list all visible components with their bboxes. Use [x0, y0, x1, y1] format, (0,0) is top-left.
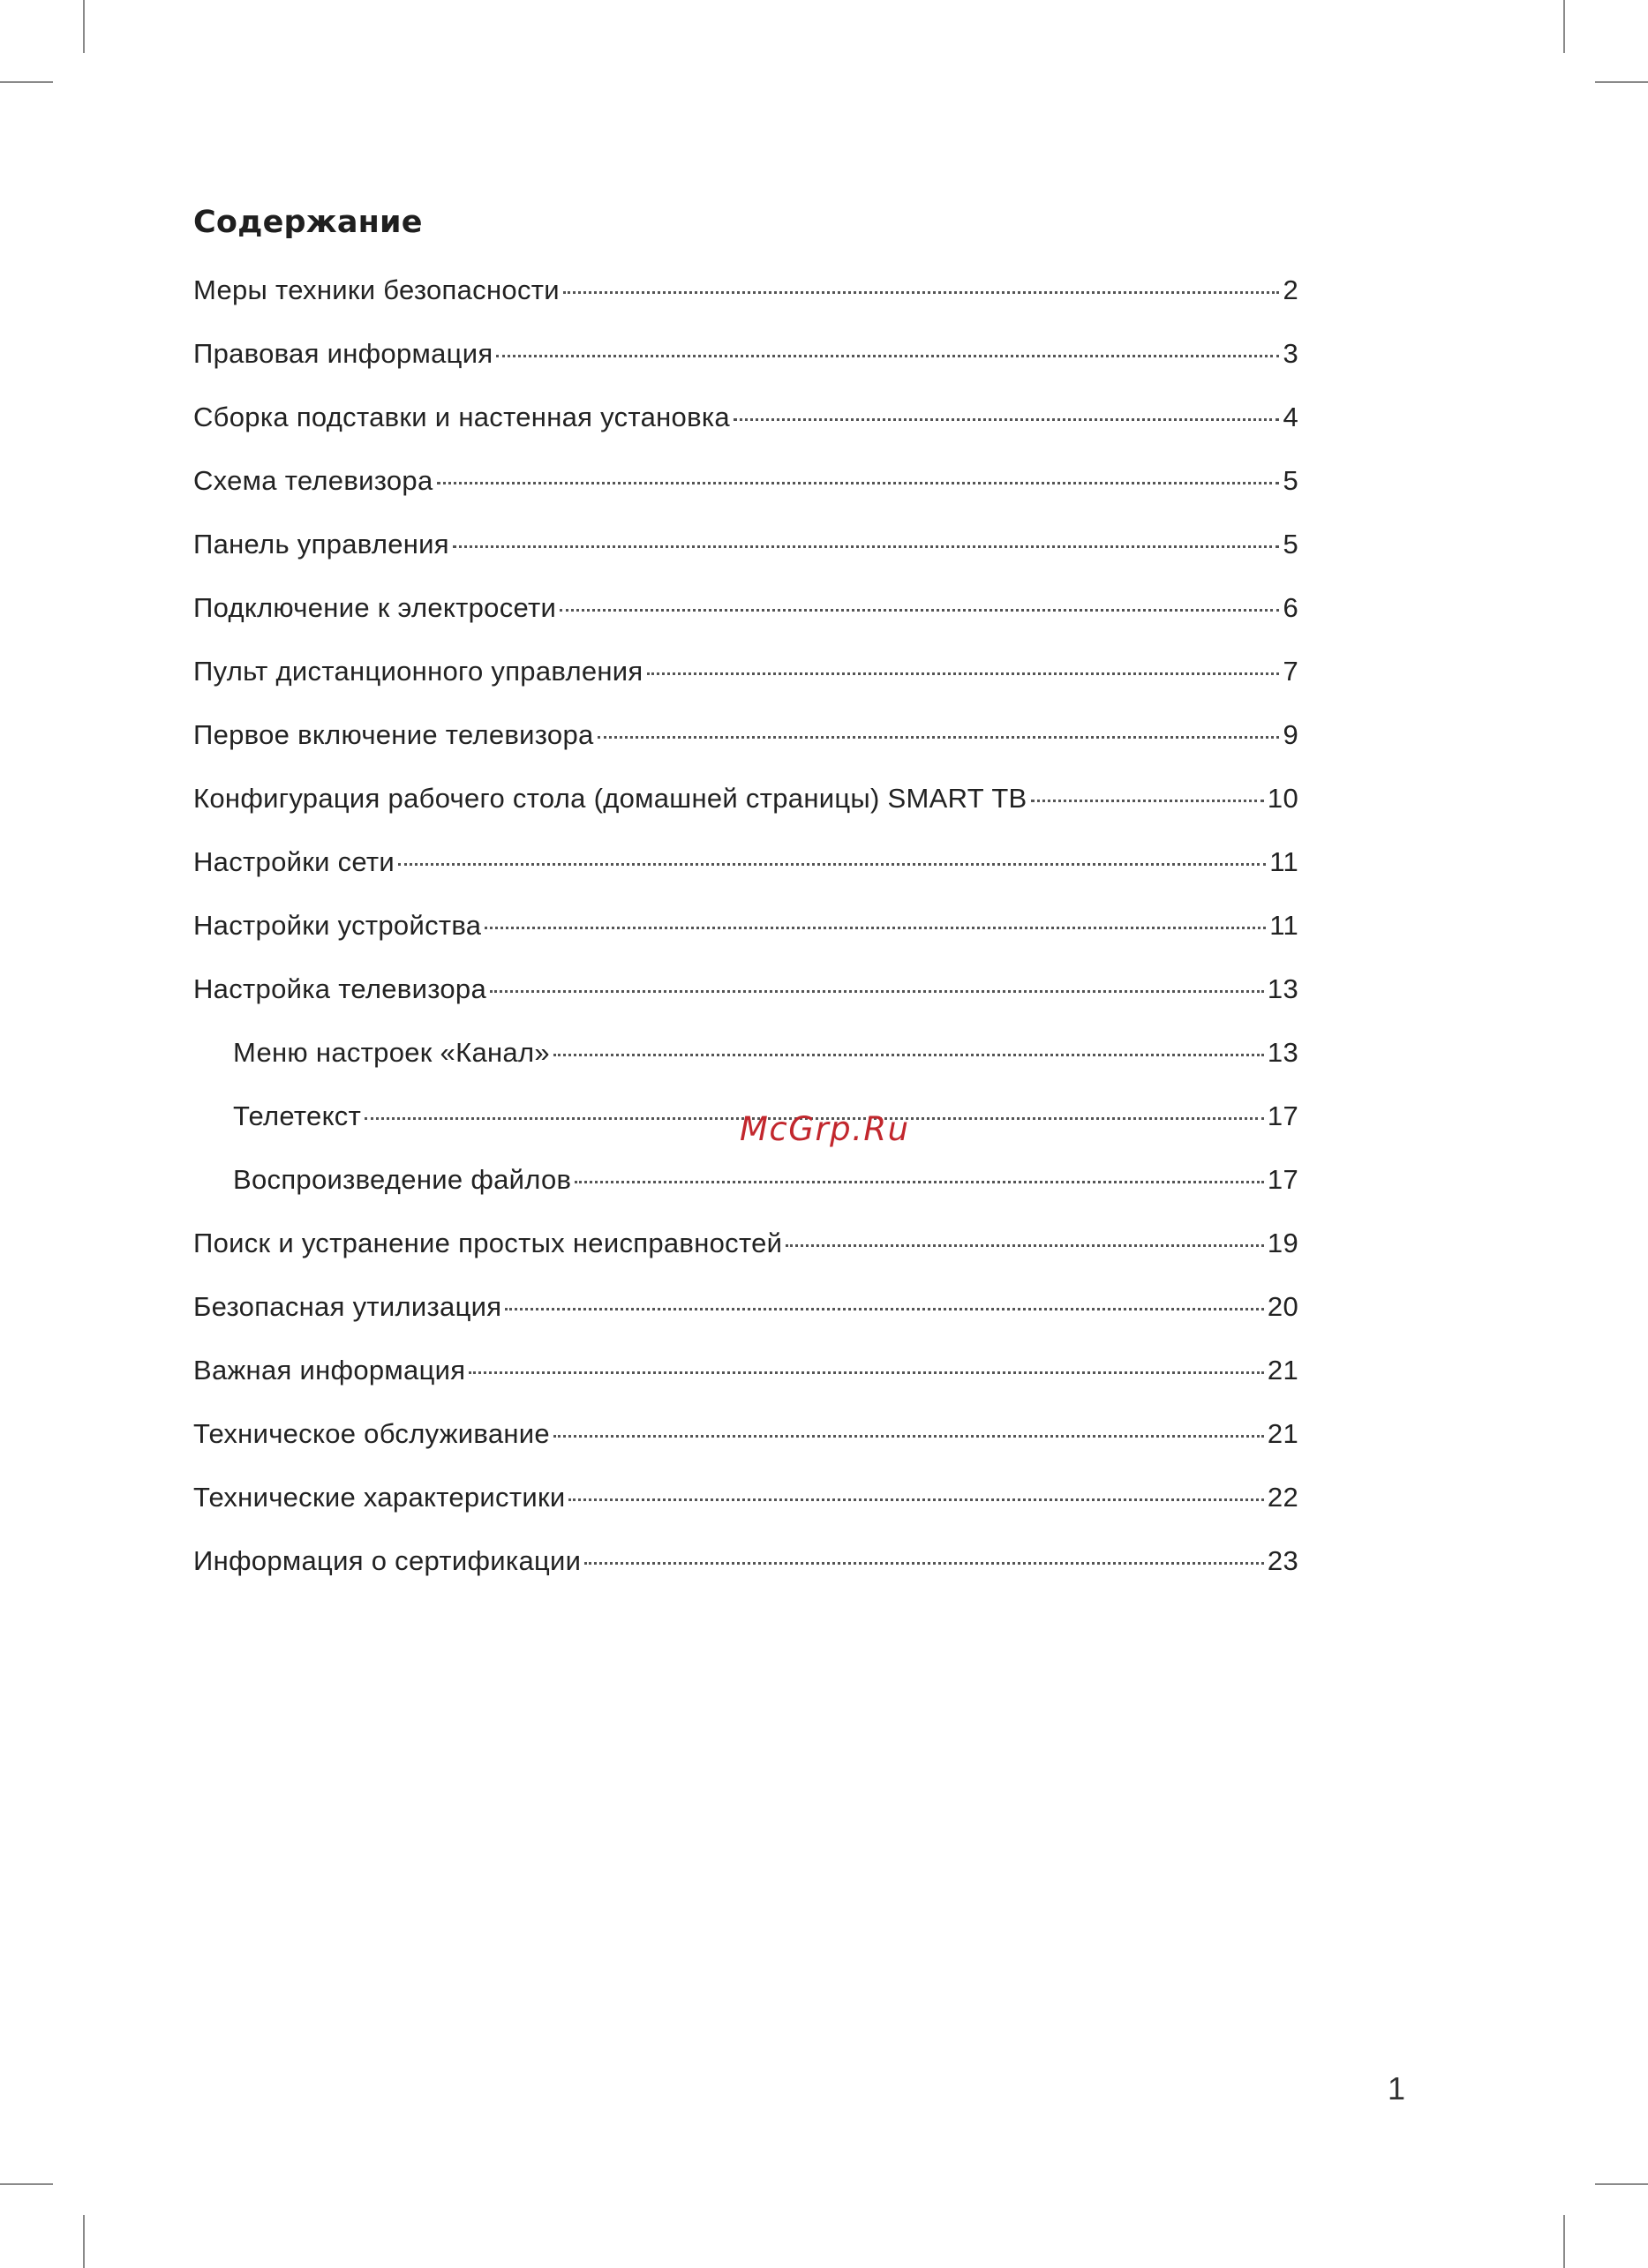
toc-entry-page: 3: [1283, 338, 1298, 369]
toc-entry-page: 21: [1267, 1418, 1298, 1449]
crop-mark-bottom-right-vertical: [1563, 2215, 1565, 2268]
crop-mark-bottom-left-horizontal: [0, 2183, 53, 2185]
toc-entry[interactable]: [193, 830, 1298, 894]
toc-entry-label: Сборка подставки и настенная установка: [193, 402, 730, 432]
toc-entry[interactable]: [193, 1212, 1298, 1275]
toc-entry[interactable]: [193, 703, 1298, 767]
crop-mark-top-left-vertical: [83, 0, 85, 53]
toc-entry-page: 2: [1283, 274, 1298, 305]
toc-entry-label: Панель управления: [193, 529, 449, 559]
crop-mark-top-left-horizontal: [0, 81, 53, 83]
toc-entry-label: Настройки сети: [193, 846, 395, 877]
toc-entry-page: 4: [1283, 402, 1298, 432]
toc-entry-page: 6: [1283, 592, 1298, 623]
toc-entry-page: 20: [1267, 1291, 1298, 1322]
toc-dot-leader: [560, 609, 1279, 612]
toc-entry-label: Важная информация: [193, 1355, 466, 1386]
toc-dot-leader: [575, 1181, 1264, 1183]
toc-entry[interactable]: [193, 513, 1298, 576]
toc-entry-page: 21: [1267, 1355, 1298, 1386]
toc-entry-label: Настройки устройства: [193, 910, 482, 941]
toc-dot-leader: [553, 1054, 1264, 1056]
toc-dot-leader: [505, 1308, 1264, 1310]
toc-entry-label: Воспроизведение файлов: [233, 1164, 572, 1195]
table-of-contents: [193, 201, 1298, 1593]
toc-dot-leader: [469, 1371, 1264, 1374]
toc-entry[interactable]: [193, 449, 1298, 513]
toc-entry-label: Правовая информация: [193, 338, 493, 369]
crop-mark-top-right-horizontal: [1595, 81, 1648, 83]
toc-entry-label: Информация о сертификации: [193, 1545, 582, 1576]
toc-entry-label: Телетекст: [233, 1100, 362, 1131]
toc-dot-leader: [786, 1244, 1264, 1247]
crop-mark-bottom-right-horizontal: [1595, 2183, 1648, 2185]
toc-dot-leader: [398, 863, 1266, 866]
toc-entry[interactable]: [193, 640, 1298, 703]
toc-entry[interactable]: [193, 322, 1298, 386]
toc-entry-page: 11: [1269, 846, 1298, 877]
toc-entry-page: 5: [1283, 529, 1298, 559]
toc-entry-label: Безопасная утилизация: [193, 1291, 502, 1322]
toc-entry-label: Первое включение телевизора: [193, 719, 594, 750]
toc-subentry[interactable]: [193, 1148, 1298, 1212]
toc-entry-page: 9: [1283, 719, 1298, 750]
toc-entry-page: 11: [1269, 910, 1298, 941]
toc-entry-page: 7: [1283, 656, 1298, 687]
toc-entry-label: Схема телевизора: [193, 465, 433, 496]
toc-entry-page: 17: [1267, 1100, 1298, 1131]
toc-entry[interactable]: [193, 894, 1298, 958]
toc-entry-label: Техническое обслуживание: [193, 1418, 550, 1449]
crop-mark-top-right-vertical: [1563, 0, 1565, 53]
toc-entry-page: 17: [1267, 1164, 1298, 1195]
toc-list: [193, 259, 1298, 1593]
toc-entry-label: Настройка телевизора: [193, 973, 486, 1004]
toc-dot-leader: [584, 1562, 1264, 1565]
toc-entry-page: 10: [1267, 783, 1298, 814]
crop-mark-bottom-left-vertical: [83, 2215, 85, 2268]
toc-entry-label: Меню настроек «Канал»: [233, 1037, 550, 1068]
toc-entry[interactable]: [193, 259, 1298, 322]
toc-entry-page: 13: [1267, 973, 1298, 1004]
page-number: 1: [1388, 2070, 1406, 2107]
toc-entry[interactable]: [193, 767, 1298, 830]
toc-dot-leader: [563, 291, 1280, 294]
toc-entry-page: 22: [1267, 1482, 1298, 1513]
toc-entry-page: 19: [1267, 1228, 1298, 1258]
toc-entry[interactable]: [193, 1275, 1298, 1339]
toc-entry[interactable]: [193, 1529, 1298, 1593]
toc-entry[interactable]: [193, 1466, 1298, 1529]
toc-dot-leader: [1031, 800, 1264, 802]
toc-entry-label: Технические характеристики: [193, 1482, 566, 1513]
toc-dot-leader: [437, 482, 1280, 484]
toc-entry-label: Поиск и устранение простых неисправностей: [193, 1228, 783, 1258]
toc-dot-leader: [553, 1435, 1264, 1438]
toc-dot-leader: [568, 1498, 1263, 1501]
toc-title: Содержание: [193, 205, 423, 240]
toc-entry[interactable]: [193, 958, 1298, 1021]
toc-entry[interactable]: [193, 576, 1298, 640]
toc-dot-leader: [647, 672, 1280, 675]
toc-entry-label: Меры техники безопасности: [193, 274, 560, 305]
toc-entry-label: Конфигурация рабочего стола (домашней страницы) SMART ТВ: [193, 783, 1027, 814]
toc-entry-page: 5: [1283, 465, 1298, 496]
toc-entry[interactable]: [193, 1402, 1298, 1466]
toc-entry-label: Подключение к электросети: [193, 592, 557, 623]
toc-entry[interactable]: [193, 386, 1298, 449]
toc-entry-page: 13: [1267, 1037, 1298, 1068]
toc-dot-leader: [490, 990, 1264, 993]
toc-entry-page: 23: [1267, 1545, 1298, 1576]
toc-dot-leader: [734, 418, 1280, 421]
toc-dot-leader: [496, 355, 1279, 357]
toc-entry[interactable]: [193, 1339, 1298, 1402]
toc-entry-label: Пульт дистанционного управления: [193, 656, 643, 687]
toc-dot-leader: [453, 545, 1280, 548]
toc-subentry[interactable]: [193, 1021, 1298, 1085]
toc-dot-leader: [598, 736, 1280, 739]
watermark-text: McGrp.Ru: [740, 1110, 910, 1148]
toc-dot-leader: [485, 927, 1266, 929]
